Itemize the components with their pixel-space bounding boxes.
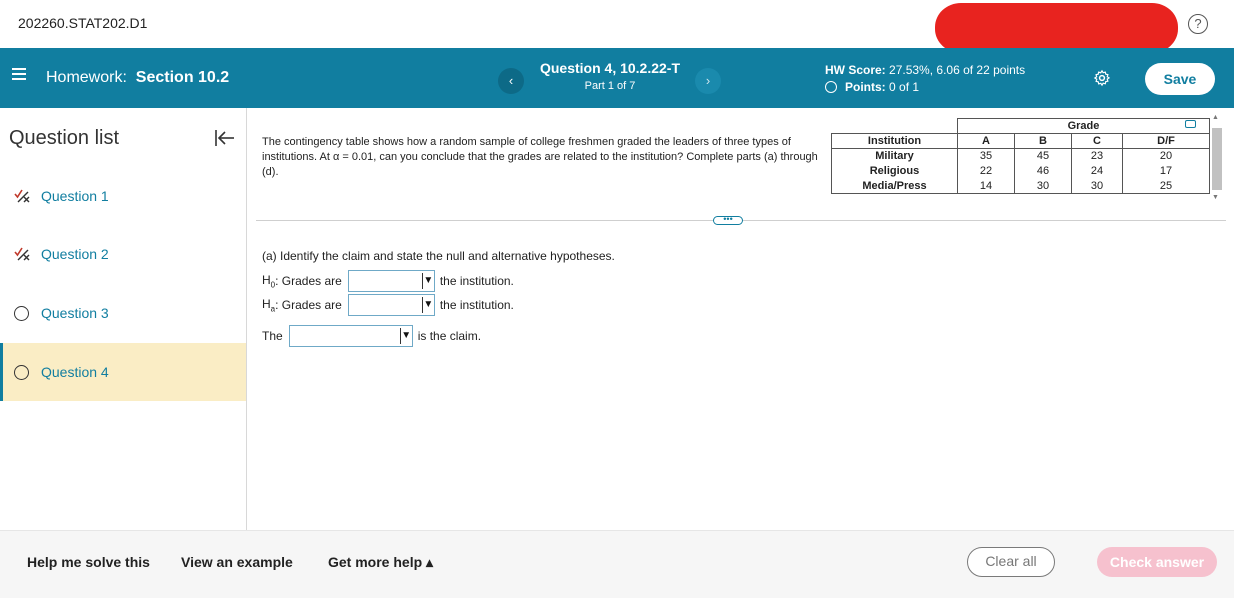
ha-suffix: the institution.: [439, 298, 514, 312]
table-row: [832, 164, 1210, 179]
ha-symbol: $H_a$: [262, 296, 276, 314]
partial-check-icon: [14, 189, 32, 203]
scroll-down-icon[interactable]: ▼: [1212, 194, 1219, 201]
h0-relation-select[interactable]: [348, 270, 435, 292]
question-panel: [248, 108, 1234, 530]
scroll-up-icon[interactable]: ▲: [1212, 114, 1219, 121]
cell: 35: [958, 149, 1015, 164]
expand-more-button[interactable]: •••: [713, 216, 743, 225]
cell: 24: [1072, 164, 1123, 179]
intro-text: The contingency table shows how a random sample of college freshmen graded the leaders of three types of institutions. At: [262, 136, 791, 163]
cell: 45: [1015, 149, 1072, 164]
cell: 20: [1123, 149, 1210, 164]
redacted-account-area: [935, 3, 1178, 53]
table-col-header: B: [1015, 134, 1072, 149]
table-row: [832, 149, 1210, 164]
table-col-header: D/F: [1123, 134, 1210, 149]
table-col-header: C: [1072, 134, 1123, 149]
clear-all-button[interactable]: Clear all: [967, 547, 1055, 577]
next-question-button[interactable]: ›: [695, 68, 721, 94]
cell: 30: [1015, 179, 1072, 194]
sidebar-item-label: Question 1: [41, 188, 109, 204]
null-hypothesis-row: [262, 270, 514, 292]
cell: 25: [1123, 179, 1210, 194]
table-group-header: Grade: [958, 119, 1210, 134]
question-title: Question 4, 10.2.22-T: [539, 60, 681, 76]
question-intro: [262, 135, 827, 180]
claim-row: [262, 325, 481, 347]
claim-prefix: The: [262, 329, 283, 343]
sidebar-item-question-4[interactable]: [0, 343, 246, 401]
table-col-header: A: [958, 134, 1015, 149]
question-list-title: Question list: [9, 127, 120, 149]
sidebar-item-label: Question 4: [41, 364, 109, 380]
h0-symbol: $H_0$: [262, 272, 276, 290]
view-example-button[interactable]: View an example: [181, 554, 293, 570]
h0-suffix: the institution.: [439, 274, 514, 288]
table-row-header: Institution: [832, 134, 958, 149]
scrollbar[interactable]: [1210, 114, 1224, 204]
get-more-help-button[interactable]: Get more help ▴: [328, 554, 434, 570]
assignment-header: [0, 48, 1234, 108]
cell: 17: [1123, 164, 1210, 179]
empty-circle-icon: [14, 365, 32, 380]
sidebar-item-question-2[interactable]: [0, 225, 246, 283]
copy-icon[interactable]: [1185, 120, 1196, 128]
points-label: Points:: [845, 80, 886, 94]
empty-circle-icon: [14, 306, 32, 321]
ha-relation-select[interactable]: [348, 294, 435, 316]
ha-text: : Grades are: [275, 298, 342, 312]
row-label: Military: [832, 149, 958, 164]
hw-score-label: HW Score:: [825, 63, 886, 77]
partial-check-icon: [14, 247, 32, 261]
course-id: 202260.STAT202.D1: [18, 15, 148, 31]
cell: 14: [958, 179, 1015, 194]
save-button[interactable]: Save: [1145, 63, 1215, 95]
gear-icon[interactable]: [1093, 69, 1111, 87]
scrollbar-thumb[interactable]: [1212, 128, 1222, 190]
row-label: Media/Press: [832, 179, 958, 194]
hw-score: [825, 63, 1025, 77]
sidebar-item-label: Question 3: [41, 305, 109, 321]
homework-section: Section 10.2: [135, 69, 230, 86]
cell: 46: [1015, 164, 1072, 179]
cell: 23: [1072, 149, 1123, 164]
sidebar-item-question-3[interactable]: [0, 284, 246, 342]
h0-text: : Grades are: [275, 274, 342, 288]
menu-icon[interactable]: [12, 68, 26, 80]
contingency-table: [831, 118, 1210, 194]
help-icon[interactable]: ?: [1188, 14, 1208, 34]
check-answer-button[interactable]: Check answer: [1097, 547, 1217, 577]
claim-select[interactable]: [289, 325, 413, 347]
part-a-prompt: (a) Identify the claim and state the null and alternative hypotheses.: [262, 249, 615, 263]
table-row: [832, 179, 1210, 194]
alpha-value: α = 0.01: [332, 151, 374, 163]
row-label: Religious: [832, 164, 958, 179]
top-bar: [0, 0, 1234, 48]
homework-title: [46, 69, 229, 87]
sidebar-item-label: Question 2: [41, 246, 109, 262]
chevron-down-icon: ▼: [400, 328, 412, 344]
hw-score-value: 27.53%, 6.06 of 22 points: [889, 63, 1026, 77]
previous-question-button[interactable]: ‹: [498, 68, 524, 94]
points-value: 0 of 1: [889, 80, 920, 94]
homework-prefix: Homework:: [46, 69, 127, 86]
intro-text-rest: , can you conclude that the grades are related to the institution? Complete parts (a) through (d).: [262, 151, 818, 178]
points-status: [825, 80, 919, 94]
cell: 30: [1072, 179, 1123, 194]
empty-circle-icon: [825, 81, 837, 93]
question-list-sidebar: [0, 108, 247, 530]
chevron-down-icon: ▼: [422, 297, 434, 313]
cell: 22: [958, 164, 1015, 179]
collapse-sidebar-icon[interactable]: [214, 128, 236, 148]
question-part: Part 1 of 7: [584, 80, 636, 92]
sidebar-item-question-1[interactable]: [0, 167, 246, 225]
alt-hypothesis-row: [262, 294, 514, 316]
help-me-solve-button[interactable]: Help me solve this: [27, 554, 150, 570]
footer-bar: [0, 530, 1234, 598]
chevron-down-icon: ▼: [422, 273, 434, 289]
claim-suffix: is the claim.: [417, 329, 482, 343]
